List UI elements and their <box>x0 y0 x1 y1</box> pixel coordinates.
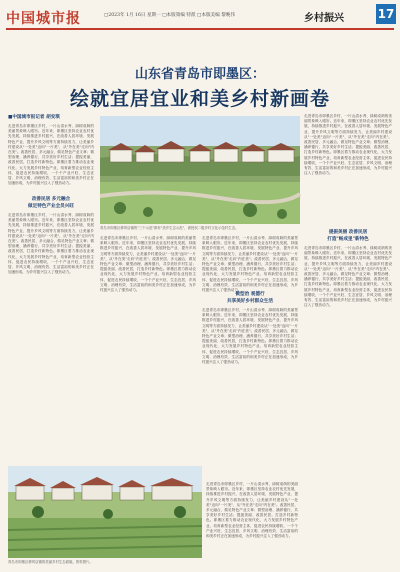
body-column-3a: 走进青岛市即墨区乡村，一片山清水秀、绿树成荫的美丽景象映入眼帘。近年来，即墨区坚持农业农村优先发展，持续推进乡村振兴，在改善人居环境、发展特色产业、提升乡风文明等方面持续发力，让美丽乡村建设从"一处美"迈向"一片美"，从"外在美"走向"内在美"。改善民居、多元融合，做足特色产业文章；微型治理、涵养德行，共享美好乡村生活；提振美丽、改善民居，打造乡村新特色。即墨区着力推动农业现代化，大力发展乡村特色产业，培育新型农业经营主体，促进农民持续增收，一个个产业兴旺、生态宜居、乡风文明、治理有效、生活富裕的和美乡村正在加速形成，为乡村振兴注入了强劲动力。 <box>202 236 298 293</box>
body-column-1a: 走进青岛市即墨区乡村，一片山清水秀、绿树成荫的美丽景象映入眼帘。近年来，即墨区坚持农业农村优先发展，持续推进乡村振兴，在改善人居环境、发展特色产业、提升乡风文明等方面持续发力，让美丽乡村建设从"一处美"迈向"一片美"，从"外在美"走向"内在美"。改善民居、多元融合，做足特色产业文章；微型治理、涵养德行，共享美好乡村生活；提振美丽、改善民居，打造乡村新特色。即墨区着力推动农业现代化，大力发展乡村特色产业，培育新型农业经营主体，促进农民持续增收，一个个产业兴旺、生态宜居、乡风文明、治理有效、生活富裕的和美乡村正在加速形成，为乡村振兴注入了强劲动力。 <box>8 124 94 186</box>
dateline: □2023年 1月 16日 星期一 □本版策编 特派 □本版美编 黎晚伟 <box>104 13 235 18</box>
farm-photo <box>8 466 202 558</box>
page-number: 17 <box>376 4 396 24</box>
subhead-2: 微型治 观德行 <box>235 292 265 297</box>
village-photo <box>100 116 300 224</box>
subhead-3b: 打造"畅成里"新特色 <box>327 237 369 242</box>
subhead-3: 提振美丽 改善民居 <box>328 230 368 235</box>
section-title: 乡村振兴 <box>304 13 344 24</box>
body-column-1b: 走进青岛市即墨区乡村，一片山清水秀、绿树成荫的美丽景象映入眼帘。近年来，即墨区坚持农业农村优先发展，持续推进乡村振兴，在改善人居环境、发展特色产业、提升乡风文明等方面持续发力，让美丽乡村建设从"一处美"迈向"一片美"，从"外在美"走向"内在美"。改善民居、多元融合，做足特色产业文章；微型治理、涵养德行，共享美好乡村生活；提振美丽、改善民居，打造乡村新特色。即墨区着力推动农业现代化，大力发展乡村特色产业，培育新型农业经营主体，促进农民持续增收，一个个产业兴旺、生态宜居、乡风文明、治理有效、生活富裕的和美乡村正在加速形成，为乡村振兴注入了强劲动力。 <box>8 213 94 275</box>
masthead-rule <box>6 28 394 30</box>
byline: ■中国城市报记者 胡安琪 <box>8 115 60 120</box>
body-column-2: 走进青岛市即墨区乡村，一片山清水秀、绿树成荫的美丽景象映入眼帘。近年来，即墨区坚持农业农村优先发展，持续推进乡村振兴，在改善人居环境、发展特色产业、提升乡风文明等方面持续发力，让美丽乡村建设从"一处美"迈向"一片美"，从"外在美"走向"内在美"。改善民居、多元融合，做足特色产业文章；微型治理、涵养德行，共享美好乡村生活；提振美丽、改善民居，打造乡村新特色。即墨区着力推动农业现代化，大力发展乡村特色产业，培育新型农业经营主体，促进农民持续增收，一个个产业兴旺、生态宜居、乡风文明、治理有效、生活富裕的和美乡村正在加速形成，为乡村振兴注入了强劲动力。 <box>100 236 196 293</box>
subhead-1b: 做足特色产业全员兴旺 <box>28 204 74 209</box>
body-column-4a: 走进青岛市即墨区乡村，一片山清水秀、绿树成荫的美丽景象映入眼帘。近年来，即墨区坚持农业农村优先发展，持续推进乡村振兴，在改善人居环境、发展特色产业、提升乡风文明等方面持续发力，让美丽乡村建设从"一处美"迈向"一片美"，从"外在美"走向"内在美"。改善民居、多元融合，做足特色产业文章；微型治理、涵养德行，共享美好乡村生活；提振美丽、改善民居，打造乡村新特色。即墨区着力推动农业现代化，大力发展乡村特色产业，培育新型农业经营主体，促进农民持续增收，一个个产业兴旺、生态宜居、乡风文明、治理有效、生活富裕的和美乡村正在加速形成，为乡村振兴注入了强劲动力。 <box>304 114 392 176</box>
body-column-4b: 走进青岛市即墨区乡村，一片山清水秀、绿树成荫的美丽景象映入眼帘。近年来，即墨区坚持农业农村优先发展，持续推进乡村振兴，在改善人居环境、发展特色产业、提升乡风文明等方面持续发力，让美丽乡村建设从"一处美"迈向"一片美"，从"外在美"走向"内在美"。改善民居、多元融合，做足特色产业文章；微型治理、涵养德行，共享美好乡村生活；提振美丽、改善民居，打造乡村新特色。即墨区着力推动农业现代化，大力发展乡村特色产业，培育新型农业经营主体，促进农民持续增收，一个个产业兴旺、生态宜居、乡风文明、治理有效、生活富裕的和美乡村正在加速形成，为乡村振兴注入了强劲动力。 <box>304 246 392 308</box>
article-headline: 绘就宜居宜业和美乡村新画卷 <box>69 88 330 110</box>
photo-caption-1: 青岛市即墨区移风店镇的"三个示范"都有"美乡生态示范"，被授权二级乡村文化示范村生态。 <box>100 226 239 230</box>
article-kicker: 山东省青岛市即墨区： <box>134 67 265 82</box>
subhead-1: 改善民居 多元融合 <box>31 197 71 202</box>
body-column-3c: 走进青岛市即墨区乡村，一片山清水秀、绿树成荫的美丽景象映入眼帘。近年来，即墨区坚持农业农村优先发展，持续推进乡村振兴，在改善人居环境、发展特色产业、提升乡风文明等方面持续发力，让美丽乡村建设从"一处美"迈向"一片美"，从"外在美"走向"内在美"。改善民居、多元融合，做足特色产业文章；微型治理、涵养德行，共享美好乡村生活；提振美丽、改善民居，打造乡村新特色。即墨区着力推动农业现代化，大力发展乡村特色产业，培育新型农业经营主体，促进农民持续增收，一个个产业兴旺、生态宜居、乡风文明、治理有效、生活富裕的和美乡村正在加速形成，为乡村振兴注入了强劲动力。 <box>206 482 298 539</box>
newspaper-logo: 中国城市报 <box>6 11 81 27</box>
body-column-3b: 走进青岛市即墨区乡村，一片山清水秀、绿树成荫的美丽景象映入眼帘。近年来，即墨区坚持农业农村优先发展，持续推进乡村振兴，在改善人居环境、发展特色产业、提升乡风文明等方面持续发力，让美丽乡村建设从"一处美"迈向"一片美"，从"外在美"走向"内在美"。改善民居、多元融合，做足特色产业文章；微型治理、涵养德行，共享美好乡村生活；提振美丽、改善民居，打造乡村新特色。即墨区着力推动农业现代化，大力发展乡村特色产业，培育新型农业经营主体，促进农民持续增收，一个个产业兴旺、生态宜居、乡风文明、治理有效、生活富裕的和美乡村正在加速形成，为乡村振兴注入了强劲动力。 <box>202 308 298 365</box>
photo-caption-2: 青岛市即墨区移风店镇的美丽乡村生态面貌。资料图片。 <box>8 560 93 564</box>
subhead-2b: 共享美好乡村群众生活 <box>227 299 273 304</box>
